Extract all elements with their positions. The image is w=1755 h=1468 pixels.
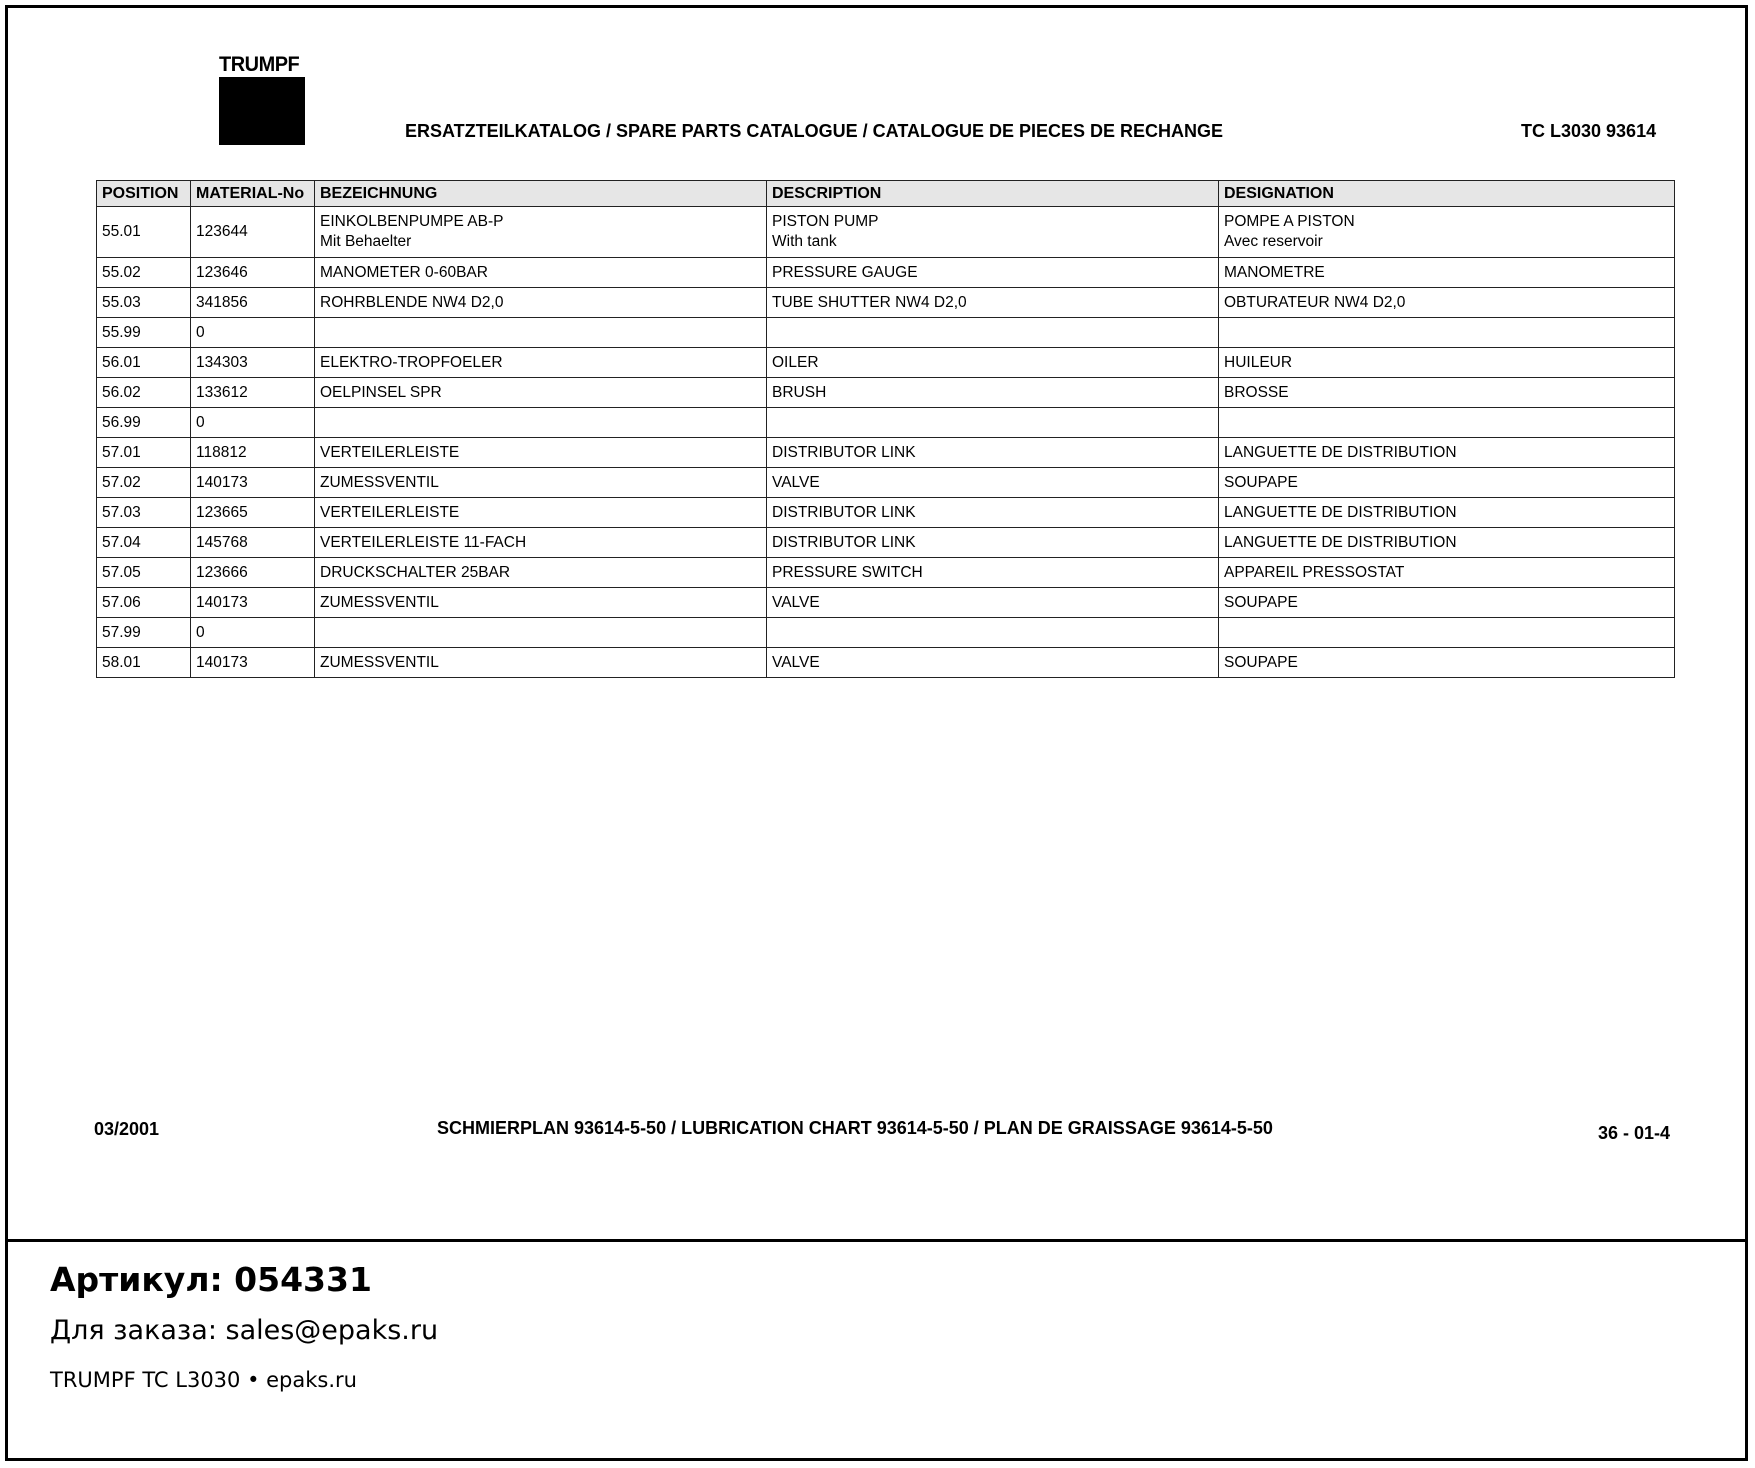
cell-bezeichnung-text: OELPINSEL SPR (320, 383, 442, 401)
cell-material (191, 207, 315, 258)
cell-position-text: 57.02 (102, 473, 141, 491)
cell-bezeichnung (315, 438, 767, 468)
cell-description (767, 438, 1219, 468)
cell-material-text: 145768 (196, 533, 248, 551)
cell-bezeichnung (315, 258, 767, 288)
cell-material (191, 618, 315, 648)
cell-description-text: OILER (772, 353, 819, 371)
cell-position (97, 348, 191, 378)
cell-position-text: 57.99 (102, 623, 141, 641)
cell-material-text: 0 (196, 323, 205, 341)
cell-description-text: BRUSH (772, 383, 827, 401)
cell-position (97, 288, 191, 318)
page-number: 36 - 01-4 (1598, 1123, 1671, 1143)
cell-position (97, 318, 191, 348)
table-row (97, 288, 1675, 318)
cell-designation-text: HUILEUR (1224, 353, 1293, 371)
cell-bezeichnung (315, 318, 767, 348)
cell-bezeichnung-text: ELEKTRO-TROPFOELER (320, 353, 503, 371)
cell-bezeichnung-text: EINKOLBENPUMPE AB-P (320, 213, 504, 230)
article-number: Артикул: 054331 (50, 1260, 372, 1299)
cell-description (767, 258, 1219, 288)
cell-material (191, 528, 315, 558)
cell-designation (1219, 528, 1675, 558)
table-row (97, 408, 1675, 438)
catalogue-code: TC L3030 93614 (1521, 121, 1657, 141)
table-row (97, 348, 1675, 378)
cell-position-text: 55.99 (102, 323, 141, 341)
cell-bezeichnung-text: ZUMESSVENTIL (320, 653, 439, 671)
cell-designation (1219, 348, 1675, 378)
cell-bezeichnung-text: VERTEILERLEISTE (320, 503, 460, 521)
cell-position-text: 55.01 (102, 223, 141, 240)
cell-material (191, 588, 315, 618)
cell-designation (1219, 258, 1675, 288)
cell-bezeichnung-text: ZUMESSVENTIL (320, 593, 439, 611)
cell-description-text: DISTRIBUTOR LINK (772, 533, 916, 551)
cell-position (97, 558, 191, 588)
cell-material (191, 348, 315, 378)
cell-designation-text: OBTURATEUR NW4 D2,0 (1224, 293, 1406, 311)
table-row (97, 207, 1675, 258)
cell-designation (1219, 618, 1675, 648)
cell-description (767, 348, 1219, 378)
brand-line: TRUMPF TC L3030 • epaks.ru (50, 1368, 357, 1392)
cell-description (767, 528, 1219, 558)
column-header-bezeichnung: BEZEICHNUNG (315, 181, 767, 207)
cell-position-text: 55.03 (102, 293, 141, 311)
parts-table-body (97, 207, 1675, 678)
cell-bezeichnung (315, 348, 767, 378)
cell-description-text: VALVE (772, 653, 820, 671)
table-row (97, 438, 1675, 468)
cell-description-text: DISTRIBUTOR LINK (772, 443, 916, 461)
cell-bezeichnung-subtext: Mit Behaelter (320, 233, 412, 250)
cell-position (97, 588, 191, 618)
cell-description-text: PISTON PUMP (772, 213, 879, 230)
cell-bezeichnung (315, 207, 767, 258)
cell-position-text: 55.02 (102, 263, 141, 281)
cell-bezeichnung (315, 618, 767, 648)
cell-bezeichnung (315, 468, 767, 498)
cell-description (767, 378, 1219, 408)
cell-position-text: 57.04 (102, 533, 141, 551)
cell-position (97, 498, 191, 528)
table-row (97, 468, 1675, 498)
cell-bezeichnung (315, 498, 767, 528)
cell-designation (1219, 498, 1675, 528)
cell-description (767, 498, 1219, 528)
cell-designation (1219, 378, 1675, 408)
cell-bezeichnung (315, 648, 767, 678)
cell-position-text: 57.05 (102, 563, 141, 581)
cell-designation (1219, 288, 1675, 318)
cell-material-text: 133612 (196, 383, 248, 401)
cell-designation-text: LANGUETTE DE DISTRIBUTION (1224, 533, 1457, 551)
table-row (97, 258, 1675, 288)
cell-description-text: DISTRIBUTOR LINK (772, 503, 916, 521)
cell-bezeichnung (315, 558, 767, 588)
table-row (97, 378, 1675, 408)
cell-description-subtext: With tank (772, 233, 837, 250)
cell-position (97, 468, 191, 498)
cell-bezeichnung (315, 588, 767, 618)
cell-description (767, 558, 1219, 588)
cell-designation-text: SOUPAPE (1224, 653, 1298, 671)
cell-material-text: 0 (196, 413, 205, 431)
cell-bezeichnung (315, 378, 767, 408)
cell-designation-text: LANGUETTE DE DISTRIBUTION (1224, 443, 1457, 461)
cell-position-text: 56.02 (102, 383, 141, 401)
table-row (97, 648, 1675, 678)
cell-designation (1219, 438, 1675, 468)
parts-table (96, 180, 1675, 678)
cell-designation (1219, 588, 1675, 618)
cell-material (191, 258, 315, 288)
cell-designation (1219, 318, 1675, 348)
cell-position-text: 57.03 (102, 503, 141, 521)
table-row (97, 618, 1675, 648)
cell-material-text: 140173 (196, 593, 248, 611)
cell-material-text: 0 (196, 623, 205, 641)
cell-material-text: 118812 (196, 443, 247, 461)
cell-designation-text: SOUPAPE (1224, 593, 1298, 611)
cell-description (767, 468, 1219, 498)
cell-designation-text: APPAREIL PRESSOSTAT (1224, 563, 1405, 581)
cell-description (767, 588, 1219, 618)
table-row (97, 558, 1675, 588)
cell-description (767, 618, 1219, 648)
cell-bezeichnung (315, 408, 767, 438)
table-row (97, 588, 1675, 618)
column-header-position: POSITION (97, 181, 191, 207)
cell-material-text: 341856 (196, 293, 248, 311)
cell-material (191, 378, 315, 408)
cell-bezeichnung-text: ZUMESSVENTIL (320, 473, 439, 491)
cell-material (191, 288, 315, 318)
cell-bezeichnung (315, 288, 767, 318)
cell-description-text: VALVE (772, 473, 820, 491)
cell-designation-text: BROSSE (1224, 383, 1289, 401)
cell-material (191, 498, 315, 528)
cell-bezeichnung (315, 528, 767, 558)
cell-material-text: 123646 (196, 263, 248, 281)
column-header-designation: DESIGNATION (1219, 181, 1675, 207)
column-header-material-no: MATERIAL-No (191, 181, 315, 207)
cell-material-text: 140173 (196, 473, 248, 491)
cell-designation (1219, 207, 1675, 258)
cell-position (97, 378, 191, 408)
cell-bezeichnung-text: VERTEILERLEISTE 11-FACH (320, 533, 527, 551)
table-row (97, 528, 1675, 558)
table-header-row (97, 181, 1675, 207)
cell-position (97, 618, 191, 648)
cell-designation-text: MANOMETRE (1224, 263, 1325, 281)
catalogue-date: 03/2001 (94, 1119, 160, 1139)
cell-material-text: 123665 (196, 503, 248, 521)
cell-position-text: 58.01 (102, 653, 141, 671)
cell-position (97, 528, 191, 558)
cell-description-text: VALVE (772, 593, 820, 611)
cell-position-text: 56.01 (102, 353, 141, 371)
cell-description (767, 408, 1219, 438)
cell-description-text: PRESSURE SWITCH (772, 563, 923, 581)
cell-description (767, 207, 1219, 258)
cell-material (191, 318, 315, 348)
cell-designation-text: SOUPAPE (1224, 473, 1298, 491)
cell-bezeichnung-text: MANOMETER 0-60BAR (320, 263, 488, 281)
cell-designation (1219, 648, 1675, 678)
order-contact: Для заказа: sales@epaks.ru (50, 1315, 439, 1346)
cell-position-text: 57.01 (102, 443, 141, 461)
cell-description-text: PRESSURE GAUGE (772, 263, 918, 281)
cell-material-text: 134303 (196, 353, 248, 371)
cell-material (191, 438, 315, 468)
cell-designation-text: LANGUETTE DE DISTRIBUTION (1224, 503, 1457, 521)
catalogue-title: ERSATZTEILKATALOG / SPARE PARTS CATALOGUE / CATALOGUE DE PIECES DE RECHANGE (405, 121, 1224, 141)
lubrication-chart-title: SCHMIERPLAN 93614-5-50 / LUBRICATION CHART 93614-5-50 / PLAN DE GRAISSAGE 93614-5-50 (437, 1118, 1273, 1138)
cell-material (191, 408, 315, 438)
table-row (97, 498, 1675, 528)
cell-bezeichnung-text: DRUCKSCHALTER 25BAR (320, 563, 511, 581)
cell-material-text: 123666 (196, 563, 248, 581)
cell-designation-text: POMPE A PISTON (1224, 213, 1355, 230)
cell-bezeichnung-text: VERTEILERLEISTE (320, 443, 460, 461)
trumpf-logo (219, 54, 305, 145)
cell-position-text: 57.06 (102, 593, 141, 611)
cell-material-text: 123644 (196, 223, 248, 240)
cell-material (191, 558, 315, 588)
cell-position-text: 56.99 (102, 413, 141, 431)
cell-designation (1219, 558, 1675, 588)
cell-position (97, 408, 191, 438)
cell-position (97, 648, 191, 678)
cell-designation (1219, 468, 1675, 498)
cell-bezeichnung-text: ROHRBLENDE NW4 D2,0 (320, 293, 504, 311)
banner-divider (5, 1239, 1748, 1242)
cell-material-text: 140173 (196, 653, 248, 671)
cell-designation-subtext: Avec reservoir (1224, 233, 1323, 250)
cell-position (97, 438, 191, 468)
cell-position (97, 207, 191, 258)
cell-designation (1219, 408, 1675, 438)
cell-description (767, 288, 1219, 318)
cell-description (767, 318, 1219, 348)
cell-material (191, 468, 315, 498)
logo-block (219, 77, 305, 145)
cell-material (191, 648, 315, 678)
cell-description-text: TUBE SHUTTER NW4 D2,0 (772, 293, 967, 311)
column-header-description: DESCRIPTION (767, 181, 1219, 207)
cell-description (767, 648, 1219, 678)
table-row (97, 318, 1675, 348)
logo-text: TRUMPF (219, 53, 300, 76)
cell-position (97, 258, 191, 288)
